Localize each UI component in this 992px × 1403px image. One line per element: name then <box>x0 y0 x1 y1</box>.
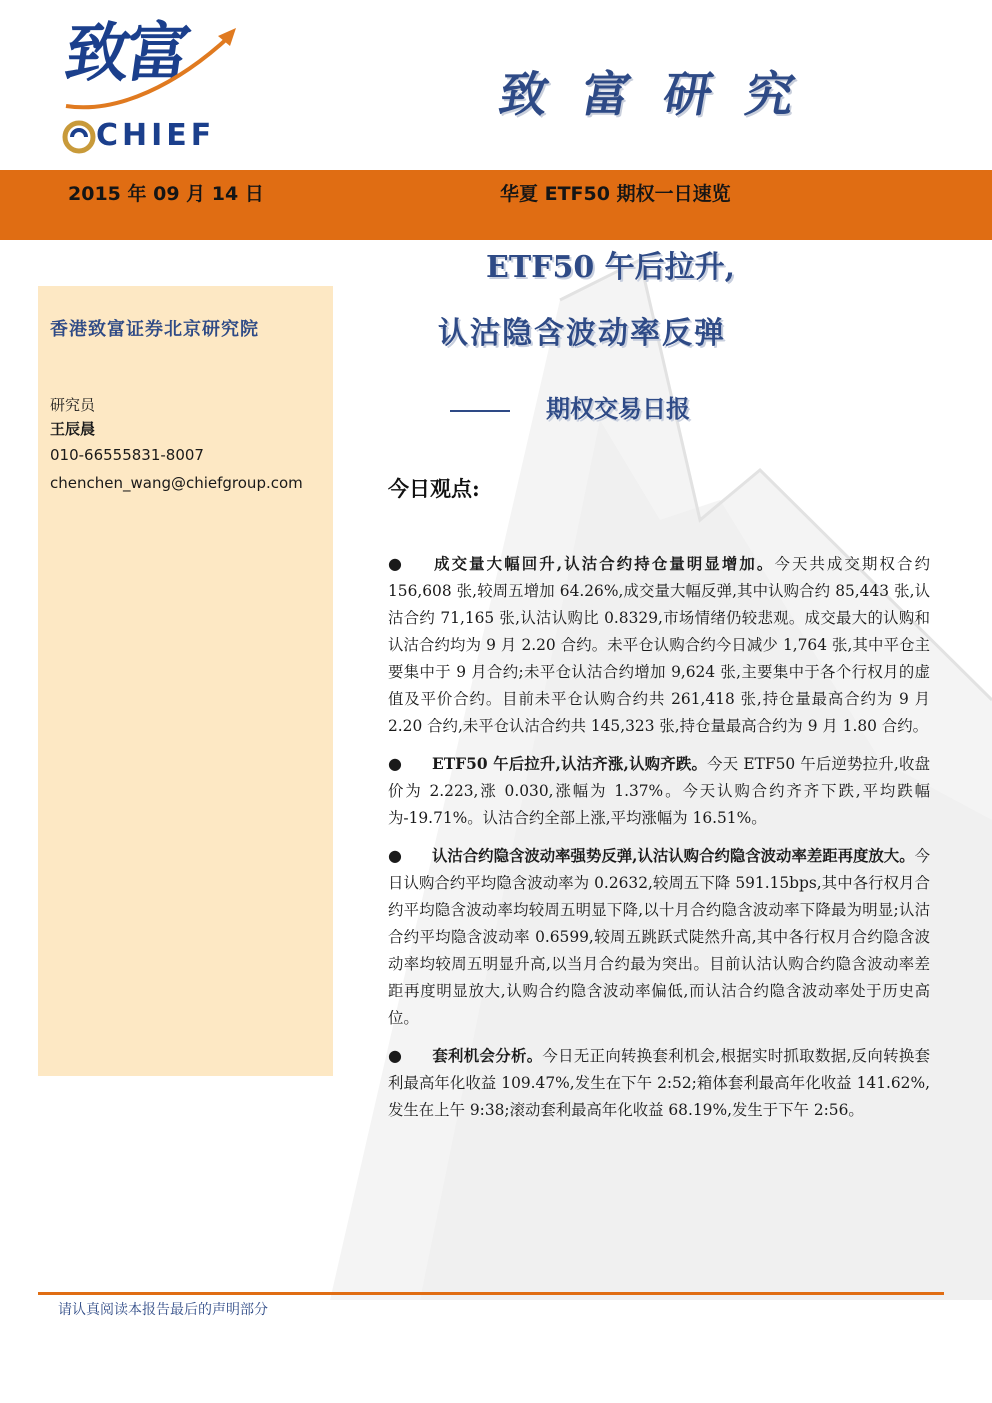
chief-logo <box>58 14 258 162</box>
subtitle-text: 期权交易日报 <box>546 394 690 423</box>
bullet-lead: ETF50 午后拉升,认沽齐涨,认购齐跌。 <box>432 755 708 773</box>
bullet-dot-icon: ● <box>388 754 402 773</box>
content-body <box>388 550 930 1134</box>
analyst-phone: 010-66555831-8007 <box>50 446 204 464</box>
logo-english-text: CHIEF <box>96 118 216 153</box>
author-sidebar <box>38 286 333 1076</box>
today-view-heading: 今日观点: <box>388 476 480 501</box>
bullet-lead: 成交量大幅回升,认沽合约持仓量明显增加。 <box>432 555 775 573</box>
headline-line-2: 认沽隐含波动率反弹 <box>438 316 726 351</box>
footer-divider <box>38 1292 944 1295</box>
bullet-dot-icon: ● <box>388 554 402 573</box>
bullet-lead: 认沽合约隐含波动率强势反弹,认沽认购合约隐含波动率差距再度放大。 <box>432 847 915 865</box>
bullet-lead: 套利机会分析。 <box>432 1047 543 1065</box>
logo-chinese-text: 致富 <box>60 16 192 91</box>
brand-title: 致富研究 <box>495 67 833 123</box>
analyst-name: 王辰晨 <box>50 420 96 438</box>
bullet-dot-icon: ● <box>388 846 402 865</box>
logo-swirl-icon <box>62 120 96 154</box>
bullet-item <box>388 1042 930 1124</box>
bullet-item <box>388 750 930 832</box>
analyst-email[interactable]: chenchen_wang@chiefgroup.com <box>50 474 303 492</box>
bullet-dot-icon: ● <box>388 1046 402 1065</box>
bullet-text: 今日无正向转换套利机会,根据实时抓取数据,反向转换套利最高年化收益 109.47%,发生在下午 2:52;箱体套利最高年化收益 141.62%,发生在上午 9:38;滚动套利最高年化收益 68.19%,发生于下午 2:56。 <box>388 1047 930 1119</box>
headline-subtitle <box>450 392 690 426</box>
bullet-item <box>388 842 930 1032</box>
report-series-title: 华夏 ETF50 期权一日速览 <box>500 183 731 205</box>
logo-arrow-icon <box>58 14 258 124</box>
institute-name: 香港致富证券北京研究院 <box>50 319 259 340</box>
report-date: 2015 年 09 月 14 日 <box>68 183 264 205</box>
bullet-item <box>388 550 930 740</box>
footer-disclaimer: 请认真阅读本报告最后的声明部分 <box>58 1302 268 1318</box>
bullet-text: 今天 ETF50 午后逆势拉升,收盘价为 2.223,涨 0.030,涨幅为 1.37%。今天认购合约齐齐下跌,平均跌幅为-19.71%。认沽合约全部上涨,平均涨幅为 16.51%。 <box>388 755 930 827</box>
bullet-text: 今天共成交期权合约 156,608 张,较周五增加 64.26%,成交量大幅反弹,其中认购合约 85,443 张,认沽合约 71,165 张,认沽认购比 0.8329,市场情绪仍较悲观。成交最大的认购和认沽合约均为 9 月 2.20 合约。未平仓认购合约今日减少 1,764 张,其中平仓主要集中于 9 月合约;未平仓认沽合约增加 9,624 张,主要集中于各个行权月的虚值及平价合约。目前未平仓认购合约共 261,418 张,持仓量最高合约为 9 月 2.20 合约,未平仓认沽合约共 145,323 张,持仓量最高合约为 9 月 1.80 合约。 <box>388 555 930 735</box>
analyst-role-label: 研究员 <box>50 396 96 414</box>
bullet-text: 今日认购合约平均隐含波动率为 0.2632,较周五下降 591.15bps,其中各行权月合约平均隐含波动率均较周五明显下降,以十月合约隐含波动率下降最为明显;认沽合约平均隐含波动率 0.6599,较周五跳跃式陡然升高,其中各行权月合约隐含波动率均较周五明显升高,以当月合约最为突出。目前认沽认购合约隐含波动率差距再度明显放大,认购合约隐含波动率偏低,而认沽合约隐含波动率处于历史高位。 <box>388 847 930 1027</box>
header-band <box>0 170 992 240</box>
subtitle-dash <box>450 410 510 412</box>
headline-line-1: ETF50 午后拉升, <box>486 250 736 285</box>
